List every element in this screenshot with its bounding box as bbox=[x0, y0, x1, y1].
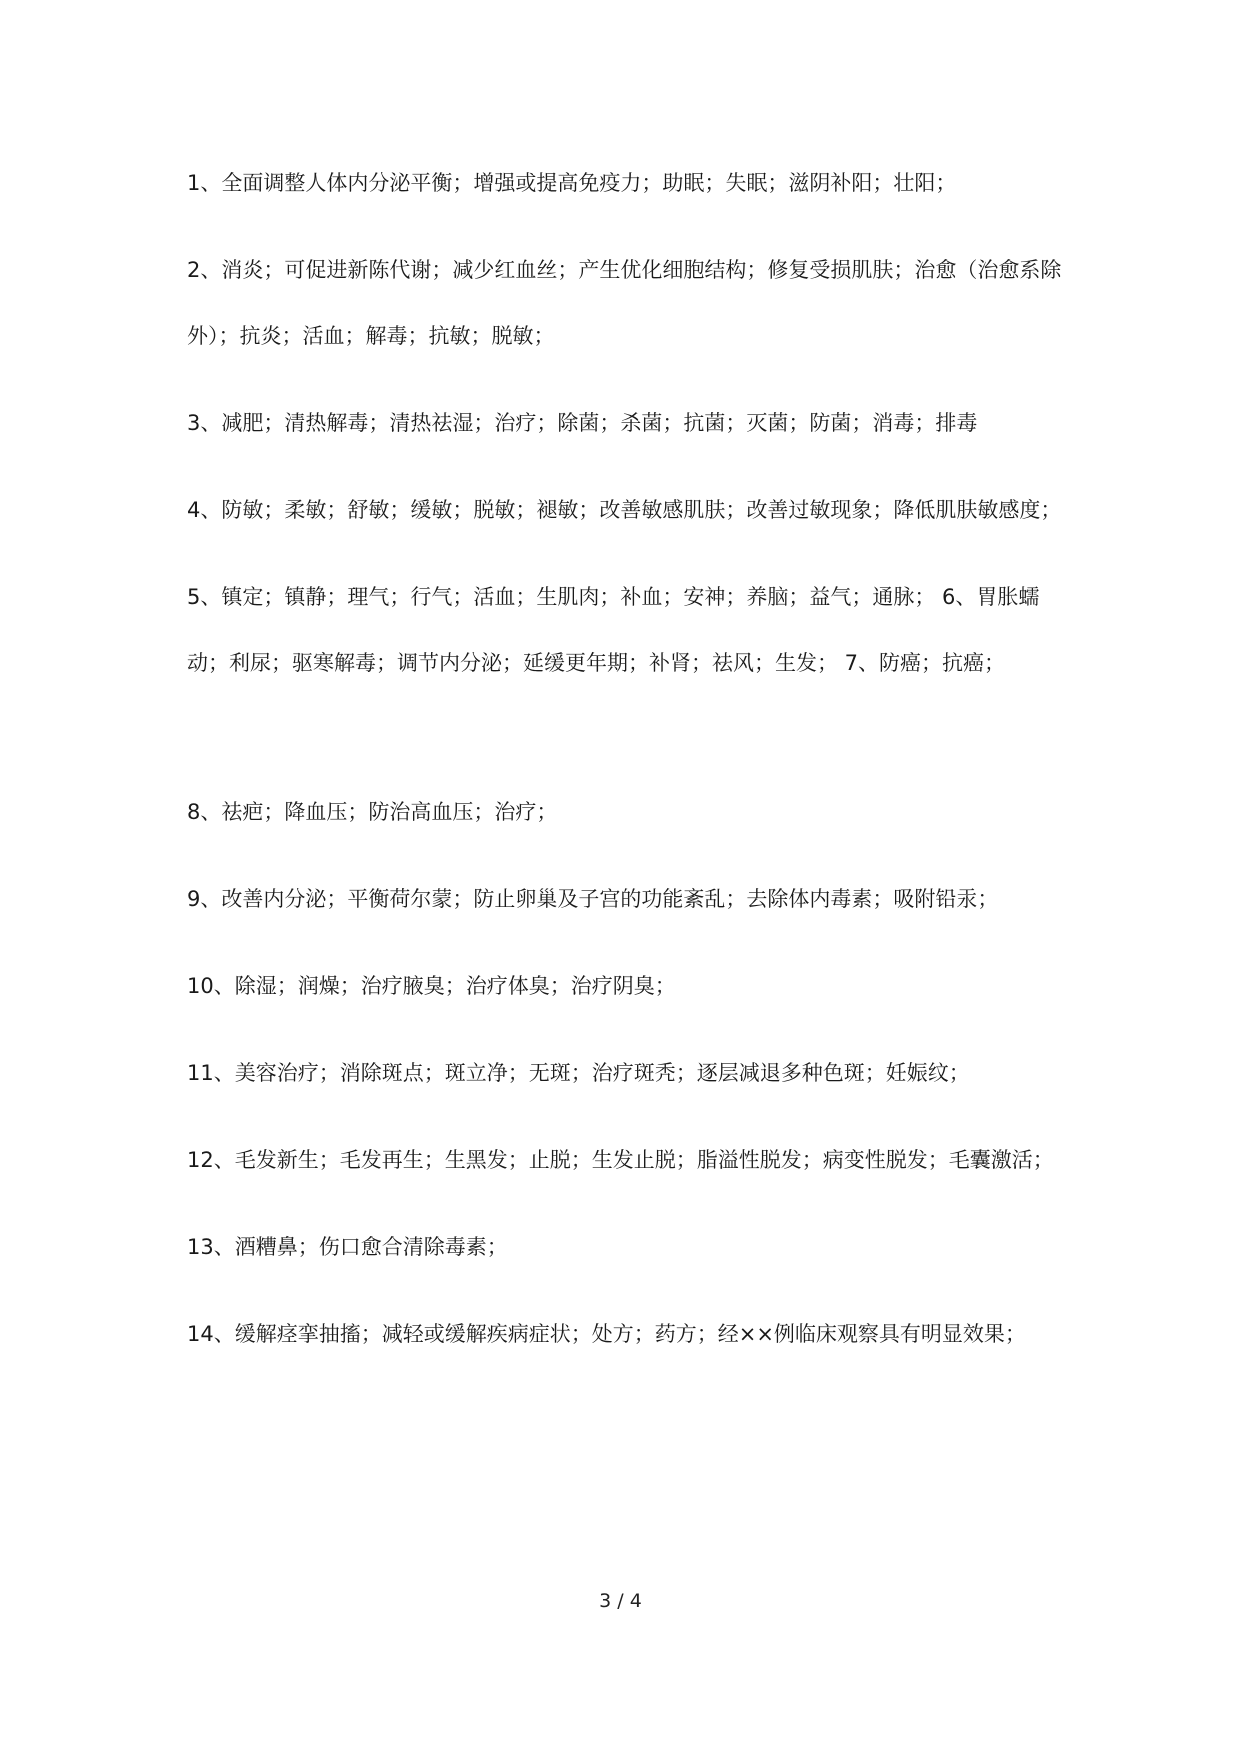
paragraph-4: 4、防敏；柔敏；舒敏；缓敏；脱敏；褪敏；改善敏感肌肤；改善过敏现象；降低肌肤敏感度； bbox=[187, 498, 1062, 522]
paragraph-14: 14、缓解痉挛抽搐；减轻或缓解疾病症状；处方；药方；经××例临床观察具有明显效果； bbox=[187, 1322, 1026, 1346]
document-body bbox=[187, 150, 1067, 1388]
paragraph-1: 1、全面调整人体内分泌平衡；增强或提高免疫力；助眠；失眠；滋阴补阳；壮阳； bbox=[187, 171, 957, 195]
paragraph-10: 10、除湿；润燥；治疗腋臭；治疗体臭；治疗阴臭； bbox=[187, 974, 676, 998]
paragraph-2: 2、消炎；可促进新陈代谢；减少红血丝；产生优化细胞结构；修复受损肌肤；治愈（治愈系除外）；抗炎；活血；解毒；抗敏；脱敏； bbox=[187, 258, 1062, 348]
paragraph-8: 8、祛疤；降血压；防治高血压；治疗； bbox=[187, 800, 558, 824]
page-number: 3 / 4 bbox=[599, 1590, 642, 1612]
paragraph-13: 13、酒糟鼻；伤口愈合清除毒素； bbox=[187, 1235, 508, 1259]
paragraph-3: 3、减肥；清热解毒；清热祛湿；治疗；除菌；杀菌；抗菌；灭菌；防菌；消毒；排毒 bbox=[187, 411, 978, 435]
paragraph-11: 11、美容治疗；消除斑点；斑立净；无斑；治疗斑秃；逐层减退多种色斑；妊娠纹； bbox=[187, 1061, 970, 1085]
paragraph-9: 9、改善内分泌；平衡荷尔蒙；防止卵巢及子宫的功能紊乱；去除体内毒素；吸附铅汞； bbox=[187, 887, 999, 911]
paragraph-12: 12、毛发新生；毛发再生；生黑发；止脱；生发止脱；脂溢性脱发；病变性脱发；毛囊激活； bbox=[187, 1148, 1054, 1172]
paragraph-5: 5、镇定；镇静；理气；行气；活血；生肌肉；补血；安神；养脑；益气；通脉； 6、胃胀蠕动；利尿；驱寒解毒；调节内分泌；延缓更年期；补肾；祛风；生发； 7、防癌；抗癌； bbox=[187, 585, 1040, 675]
